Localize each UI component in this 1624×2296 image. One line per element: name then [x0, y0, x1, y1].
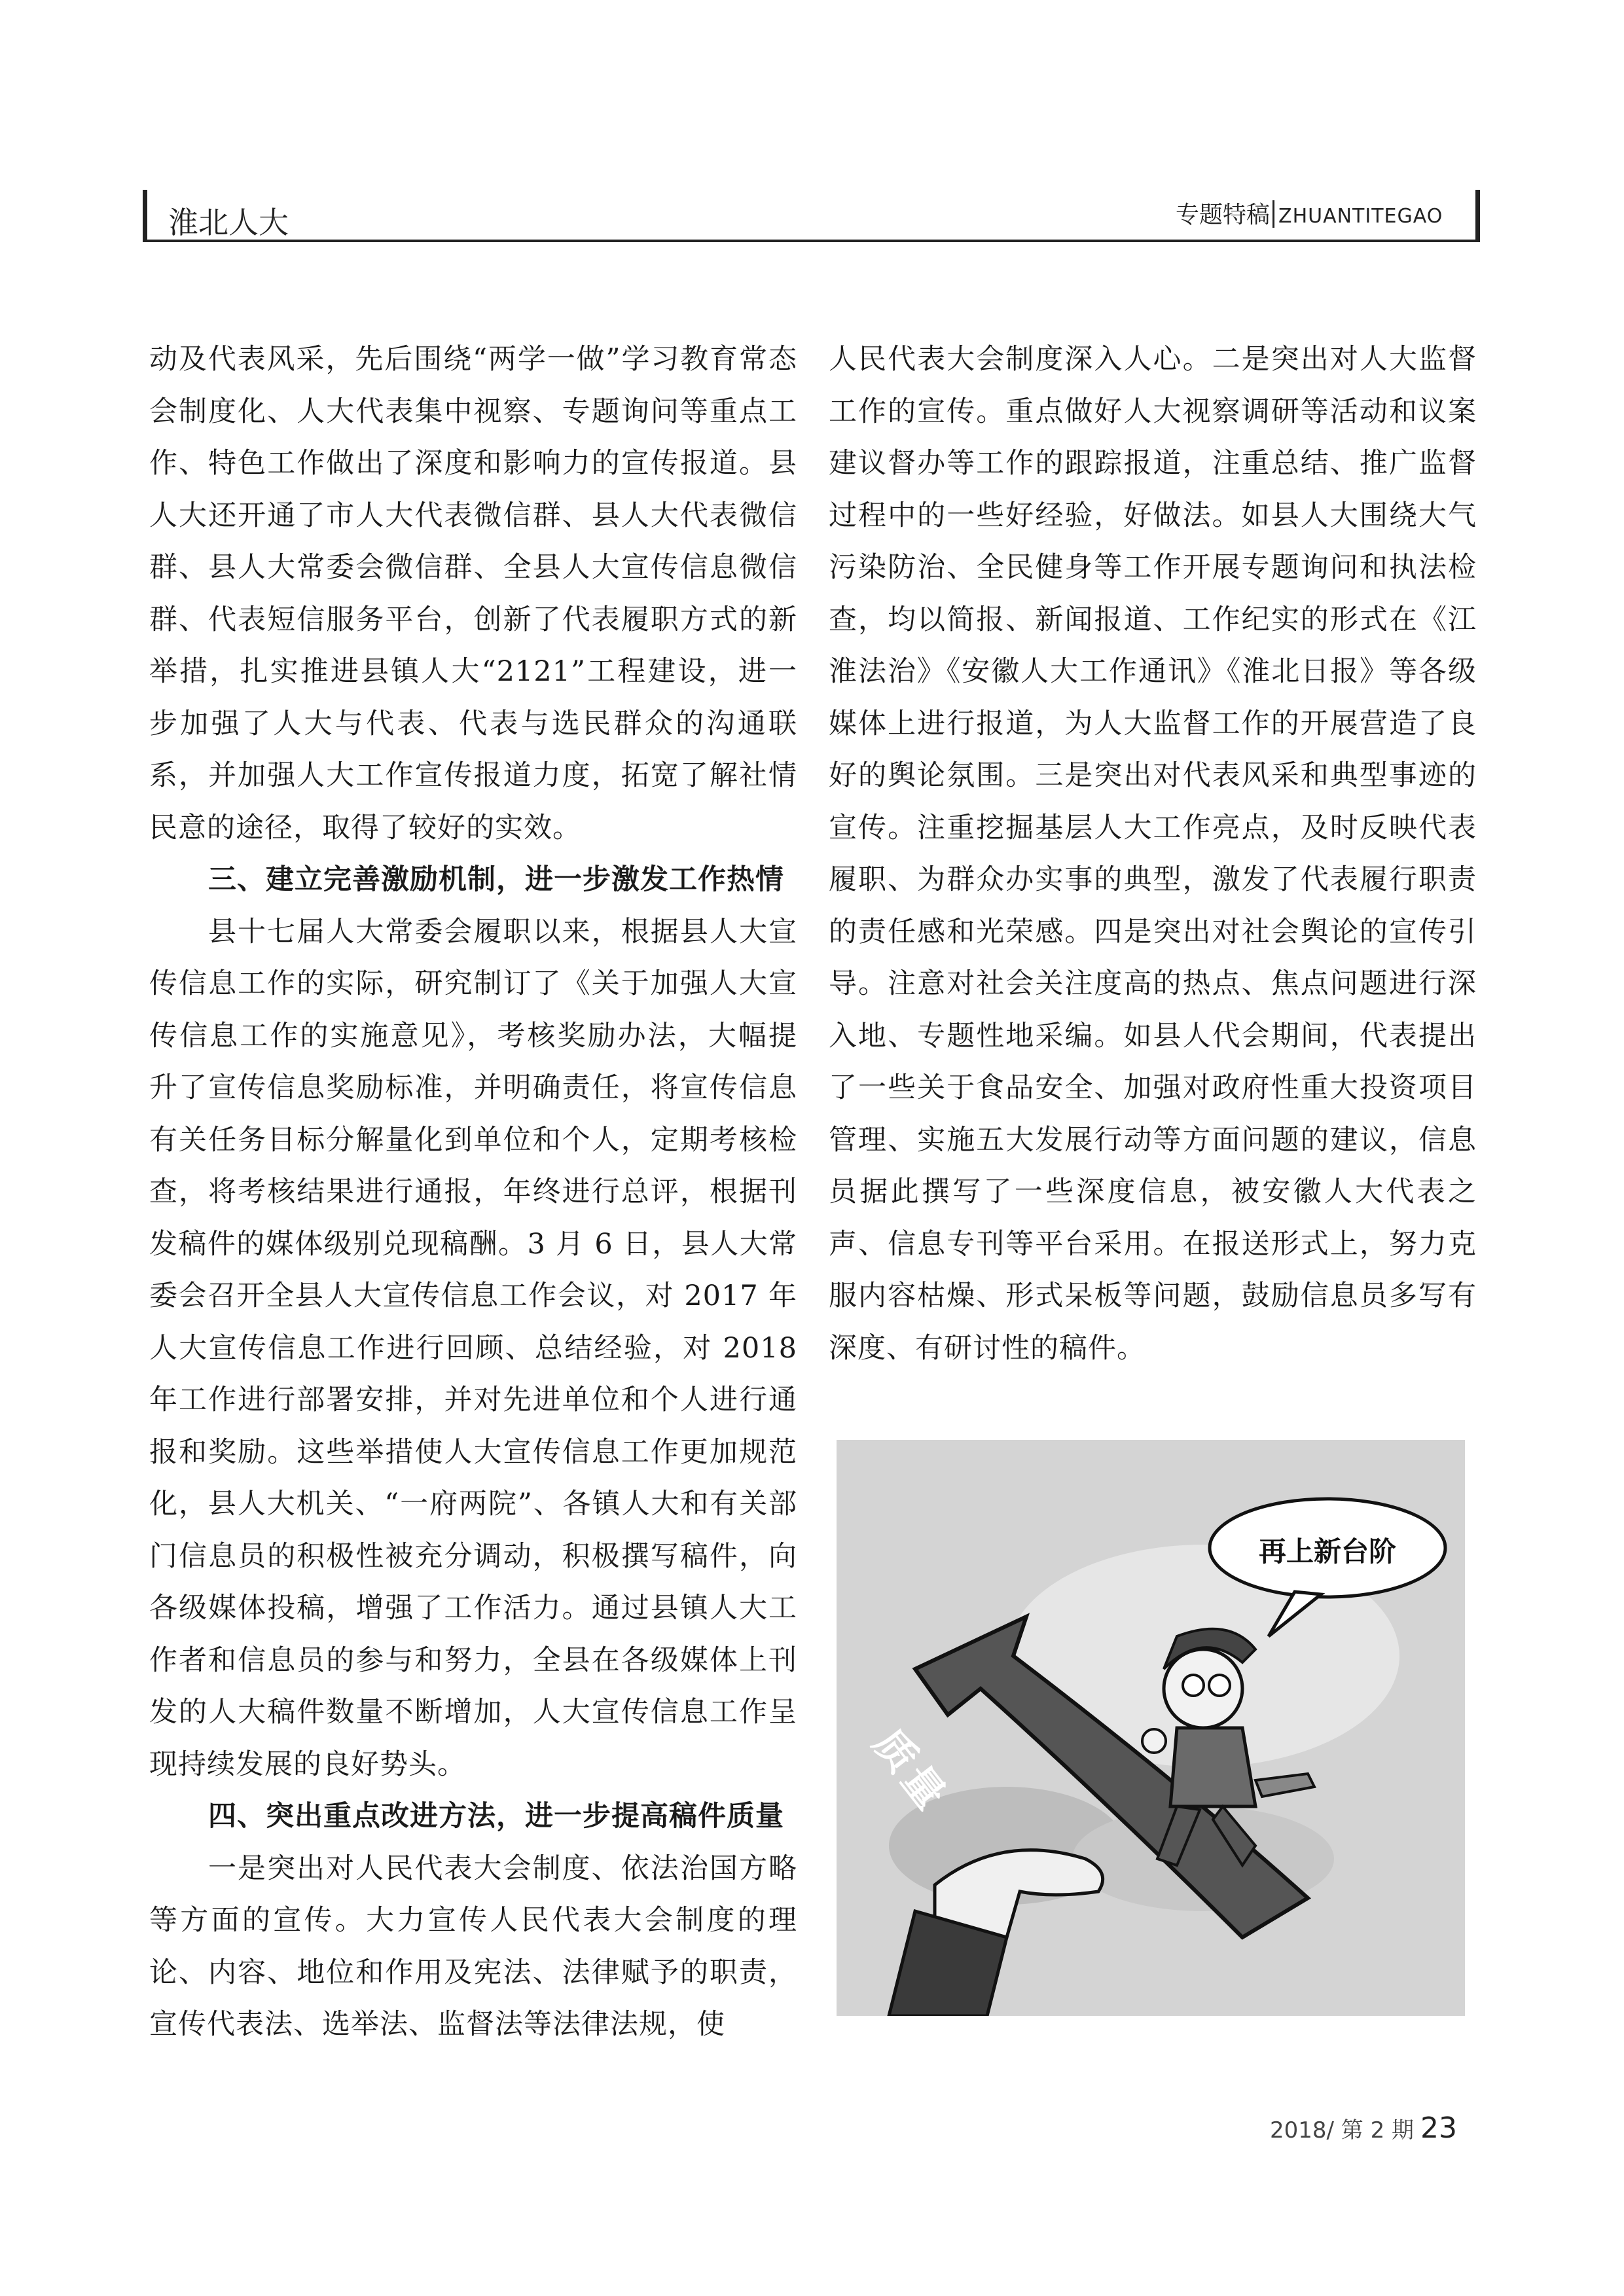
header-section-bar: [1157, 190, 1480, 242]
wrench-icon: [1255, 1774, 1314, 1797]
worker-glasses: [1183, 1675, 1204, 1696]
left-column: [149, 334, 797, 2051]
right-paragraph-1: 人民代表大会制度深入人心。二是突出对人大监督工作的宣传。重点做好人大视察调研等活动和议案建议督办等工作的跟踪报道，注重总结、推广监督过程中的一些好经验，好做法。如县人大围绕大气污染防治、全民健身等工作开展专题询问和执法检查，均以简报、新闻报道、工作纪实的形式在《江淮法治》《安徽人大工作通讯》《淮北日报》等各级媒体上进行报道，为人大监督工作的开展营造了良好的舆论氛围。三是突出对代表风采和典型事迹的宣传。注重挖掘基层人大工作亮点，及时反映代表履职、为群众办实事的典型，激发了代表履行职责的责任感和光荣感。四是突出对社会舆论的宣传引导。注意对社会关注度高的热点、焦点问题进行深入地、专题性地采编。如县人代会期间，代表提出了一些关于食品安全、加强对政府性重大投资项目管理、实施五大发展行动等方面问题的建议，信息员据此撰写了一些深度信息，被安徽人大代表之声、信息专刊等平台采用。在报送形式上，努力克服内容枯燥、形式呆板等问题，鼓励信息员多写有深度、有研讨性的稿件。: [829, 343, 1477, 1365]
arrow-label: 质量: [864, 1720, 958, 1822]
issue-number: 2018/ 第 2 期: [1270, 2117, 1415, 2144]
worker-body: [1170, 1728, 1255, 1806]
section-title: 专题特稿: [1176, 202, 1271, 228]
section-tag: [1176, 196, 1443, 230]
left-paragraph-2: 县十七届人大常委会履职以来，根据县人大宣传信息工作的实际，研究制订了《关于加强人大宣传信息工作的实施意见》，考核奖励办法，大幅提升了宣传信息奖励标准，并明确责任，将宣传信息有关任务目标分解量化到单位和个人，定期考核检查，将考核结果进行通报，年终进行总评，根据刊发稿件的媒体级别兑现稿酬。3 月 6 日，县人大常委会召开全县人大宣传信息工作会议，对 2017 年人大宣传信息工作进行回顾、总结经验，对 2018 年工作进行部署安排，并对先进单位和个人进行通报和奖励。这些举措使人大宣传信息工作更加规范化，县人大机关、“一府两院”、各镇人大和有关部门信息员的积极性被充分调动，积极撰写稿件，向各级媒体投稿，增强了工作活力。通过县镇人大工作者和信息员的参与和努力，全县在各级媒体上刊发的人大稿件数量不断增加，人大宣传信息工作呈现持续发展的良好势头。: [149, 915, 797, 1781]
section-heading-3: 三、建立完善激励机制，进一步激发工作热情: [208, 863, 784, 896]
cartoon-illustration: [837, 1440, 1465, 2016]
cartoon-drawing: [837, 1440, 1465, 2016]
speech-bubble-text: 再上新台阶: [1258, 1535, 1396, 1568]
page-number: 23: [1420, 2111, 1458, 2145]
left-paragraph-3: 一是突出对人民代表大会制度、依法治国方略等方面的宣传。大力宣传人民代表大会制度的理论、内容、地位和作用及宪法、法律赋予的职责，宣传代表法、选举法、监督法等法律法规，使: [149, 1852, 797, 2041]
section-divider: [1272, 200, 1274, 228]
section-heading-4: 四、突出重点改进方法，进一步提高稿件质量: [208, 1800, 784, 1833]
magazine-title: 淮北人大: [168, 205, 289, 240]
worker-hand: [1142, 1729, 1166, 1753]
right-column: [829, 334, 1477, 1374]
worker-glasses: [1209, 1675, 1230, 1696]
header-magazine-bar: [143, 190, 1157, 242]
page-footer: [1270, 2111, 1457, 2145]
left-paragraph-1: 动及代表风采，先后围绕“两学一做”学习教育常态会制度化、人大代表集中视察、专题询问等重点工作、特色工作做出了深度和影响力的宣传报道。县人大还开通了市人大代表微信群、县人大代表微信群、县人大常委会微信群、全县人大宣传信息微信群、代表短信服务平台，创新了代表履职方式的新举措，扎实推进县镇人大“2121”工程建设，进一步加强了人大与代表、代表与选民群众的沟通联系，并加强人大工作宣传报道力度，拓宽了解社情民意的途径，取得了较好的实效。: [149, 343, 797, 844]
section-title-en: ZHUANTITEGAO: [1278, 205, 1443, 228]
